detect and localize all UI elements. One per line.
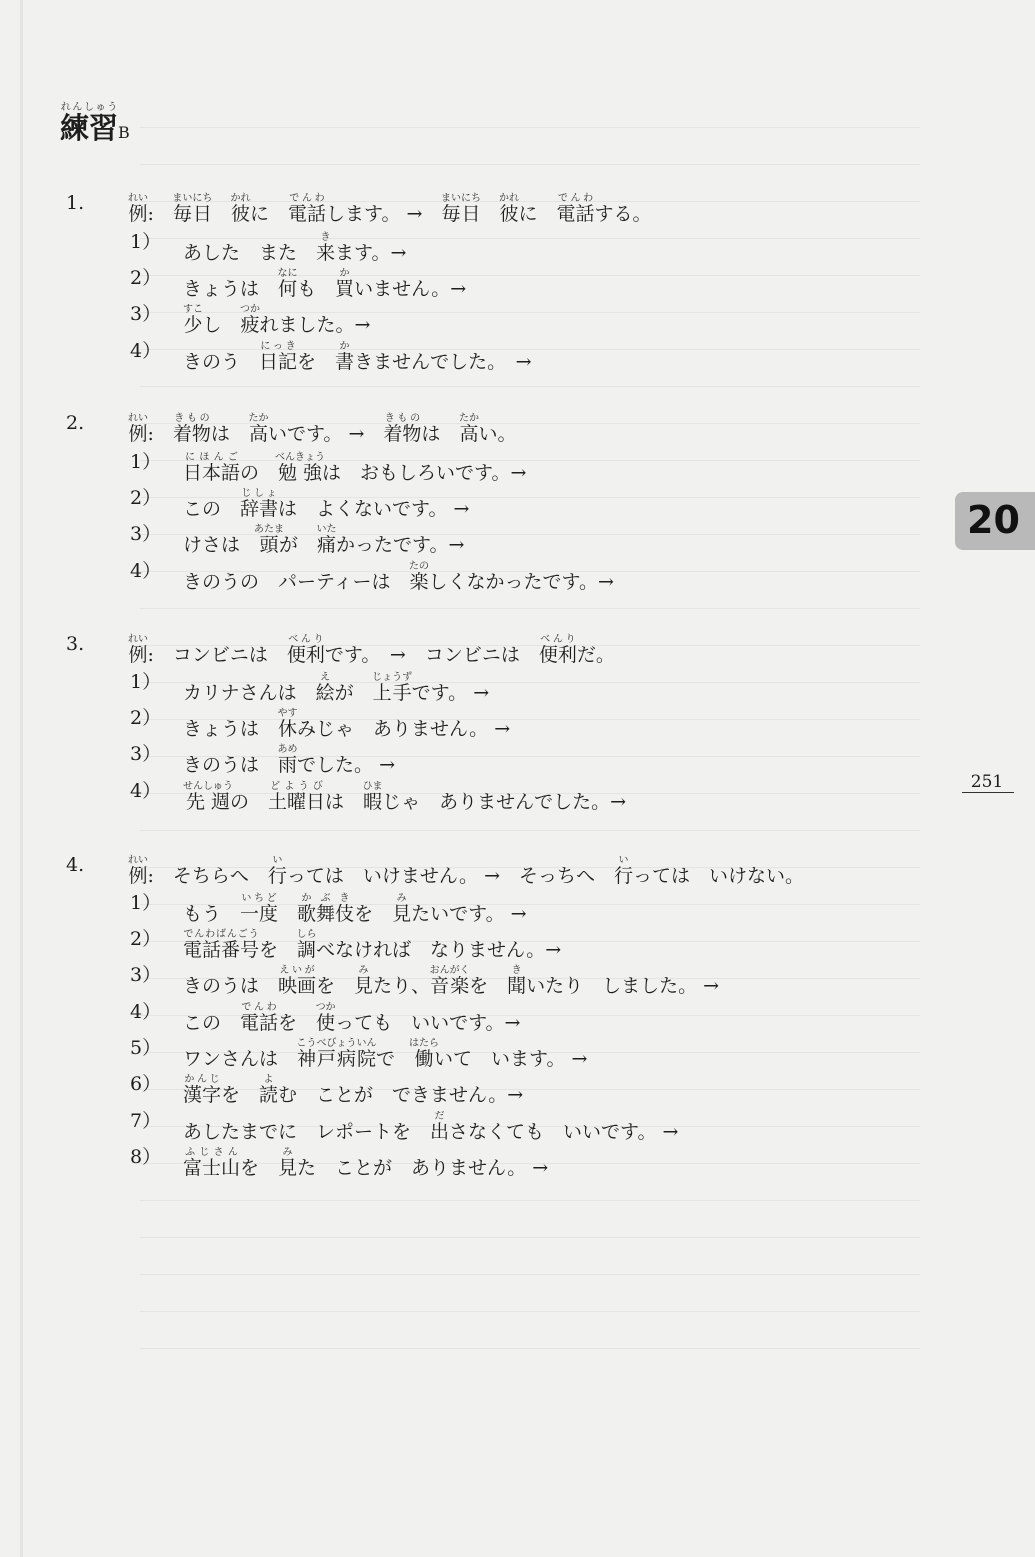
item-number: 4）	[130, 560, 162, 582]
section-title-text: 練習れんしゅう	[60, 102, 119, 145]
item-text: ワンさんは 神戸病院こうべびょういんで 働はたらいて います。 →	[183, 1038, 588, 1070]
item-number: 4.	[66, 854, 85, 876]
item-number: 1.	[66, 192, 85, 214]
page-number-underline	[962, 792, 1014, 793]
item-number: 4）	[130, 340, 162, 362]
item-number: 1）	[130, 892, 162, 914]
item-text: あしたまでに レポートを 出ださなくても いいです。 →	[183, 1111, 679, 1143]
item-text: 富士山ふじさんを 見みた ことが ありません。 →	[183, 1147, 549, 1179]
item-number: 5）	[130, 1037, 162, 1059]
item-text: この 辞書じしょは よくないです。 →	[183, 488, 470, 520]
item-text: 電話番号でんわばんごうを 調しらべなければ なりません。→	[183, 929, 562, 961]
item-number: 4）	[130, 1001, 162, 1023]
item-number: 8）	[130, 1146, 162, 1168]
section-title: 練習れんしゅうB	[60, 102, 130, 145]
item-text: けさは 頭あたまが 痛いたかったです。→	[183, 524, 465, 556]
item-number: 3）	[130, 523, 162, 545]
item-number: 1）	[130, 231, 162, 253]
item-text: あした また 来きます。→	[183, 232, 407, 264]
item-number: 1）	[130, 671, 162, 693]
item-text: きのうは 雨あめでした。 →	[183, 744, 395, 776]
item-number: 3）	[130, 303, 162, 325]
item-text: きのうの パーティーは 楽たのしくなかったです。→	[183, 561, 614, 593]
item-text: もう 一度いちど 歌舞伎かぶきを 見みたいです。 →	[183, 893, 527, 925]
item-number: 2）	[130, 928, 162, 950]
page-spine-shadow	[20, 0, 23, 1557]
item-text: 例れい: コンビニは 便利べんりです。 → コンビニは 便利べんりだ。	[128, 634, 615, 666]
item-number: 4）	[130, 780, 162, 802]
item-text: 例れい: そちらへ 行いっては いけません。 → そっちへ 行いっては いけない。	[128, 855, 805, 887]
item-number: 2）	[130, 267, 162, 289]
chapter-tab	[955, 492, 1035, 550]
chapter-tab-label: 20	[967, 498, 1020, 542]
item-text: 日本語にほんごの 勉強べんきょうは おもしろいです。→	[183, 452, 527, 484]
item-number: 2）	[130, 707, 162, 729]
item-number: 2）	[130, 487, 162, 509]
item-number: 3）	[130, 743, 162, 765]
item-number: 1）	[130, 451, 162, 473]
page-number: 251	[970, 772, 1004, 792]
item-number: 3）	[130, 964, 162, 986]
item-number: 6）	[130, 1073, 162, 1095]
item-text: きのう 日記にっきを 書かきませんでした。 →	[183, 341, 532, 373]
item-text: 先週せんしゅうの 土曜日どようびは 暇ひまじゃ ありませんでした。→	[183, 781, 626, 813]
item-text: この 電話でんわを 使つかっても いいです。→	[183, 1002, 521, 1034]
item-text: きのうは 映画えいがを 見みたり、音楽おんがくを 聞きいたり しました。 →	[183, 965, 720, 997]
item-text: 少すこし 疲つかれました。→	[183, 304, 371, 336]
item-number: 7）	[130, 1110, 162, 1132]
item-text: カリナさんは 絵えが 上手じょうずです。 →	[183, 672, 490, 704]
item-number: 3.	[66, 633, 85, 655]
item-text: きょうは 何なにも 買かいません。→	[183, 268, 467, 300]
item-text: 漢字かんじを 読よむ ことが できません。→	[183, 1074, 524, 1106]
item-text: きょうは 休やすみじゃ ありません。 →	[183, 708, 511, 740]
item-text: 例れい: 着物きものは 高たかいです。 → 着物きものは 高たかい。	[128, 413, 517, 445]
item-number: 2.	[66, 412, 85, 434]
item-text: 例れい: 毎日まいにち 彼かれに 電話でんわします。 → 毎日まいにち 彼かれに 電話でんわする。	[128, 193, 652, 225]
